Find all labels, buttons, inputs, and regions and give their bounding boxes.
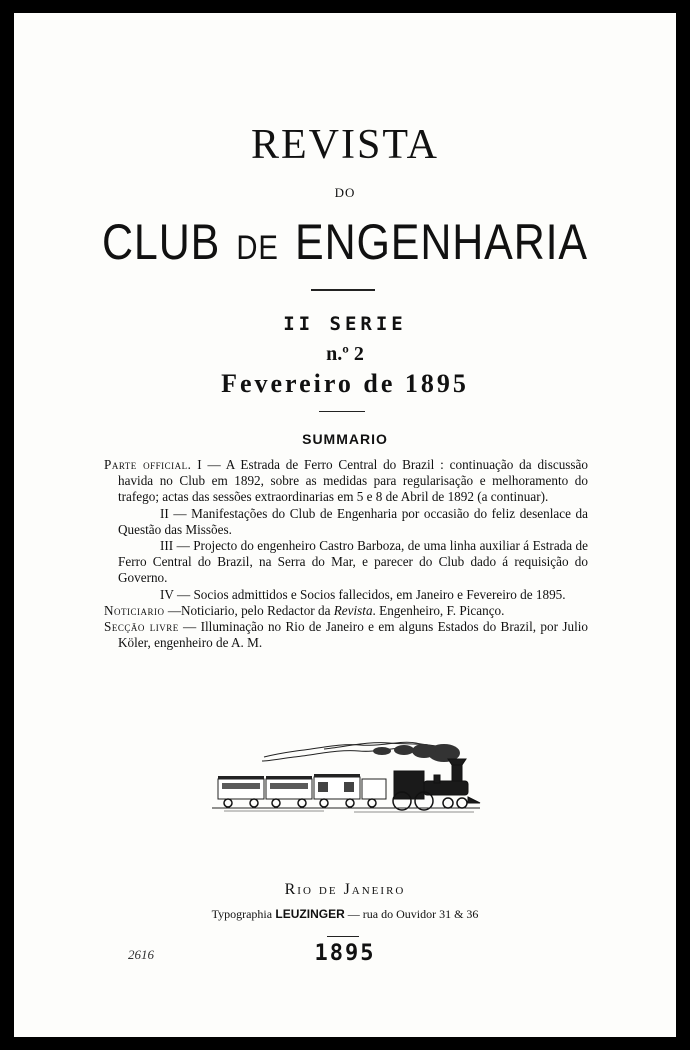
summary-item-text: III — Projecto do engenheiro Castro Barboza, de uma linha auxiliar á Estrada de Ferro Central do Brazil, na Serra do Mar, e parecer do Club dado á requisição do Governo. <box>118 538 588 586</box>
document-page <box>14 13 676 1037</box>
divider-rule <box>327 936 359 937</box>
serie-label: II SERIE <box>283 313 407 335</box>
title-de: DE <box>236 229 279 267</box>
summary-item-text: — Illuminação no Rio de Janeiro e em alguns Estados do Brazil, por Julio Köler, engenheiro de A. M. <box>118 619 588 651</box>
summary-section-label: Noticiario <box>104 602 165 618</box>
summary-item <box>104 619 588 651</box>
summary-item-text: . Engenheiro, F. Picanço. <box>372 602 505 618</box>
title-engenharia: ENGENHARIA <box>295 214 588 270</box>
publisher-label: Typographia <box>211 907 273 921</box>
summary-item-text: IV — Socios admittidos e Socios fallecidos, em Janeiro e Fevereiro de 1895. <box>160 586 566 602</box>
publisher-address: — rua do Ouvidor 31 & 36 <box>344 907 479 921</box>
divider-rule <box>319 411 365 412</box>
issue-date: Fevereiro de 1895 <box>221 369 469 398</box>
summary-item-text: II — Manifestações do Club de Engenharia por occasião do feliz desenlace da Questão das Missões. <box>118 505 588 537</box>
imprint-city: Rio de Janeiro <box>284 881 406 898</box>
title-club: CLUB <box>102 214 221 270</box>
divider-rule <box>311 289 375 291</box>
summary-item <box>104 538 588 587</box>
summary-heading: SUMMARIO <box>302 431 388 447</box>
summary-item-text: —Noticiario, pelo Redactor da <box>164 602 334 618</box>
title-club-de-engenharia <box>60 213 629 271</box>
summary-item <box>104 587 588 603</box>
summary-section-label: Secção livre <box>104 619 179 635</box>
imprint-year: 1895 <box>314 941 376 966</box>
summary-list <box>104 457 588 651</box>
title-revista: REVISTA <box>251 122 439 168</box>
catalog-stamp: 2616 <box>128 947 154 962</box>
summary-item <box>104 603 588 619</box>
summary-section-label: Parte official. <box>104 457 192 472</box>
summary-item-text: I — A Estrada de Ferro Central do Brazil : continuação da discussão havida no Club em 1892, sobre as medidas para regularisação e melhoramento do trafego; actas das sessões extraordinarias em 5 e 8 de Abril de 1892 (a continuar). <box>118 457 588 505</box>
summary-item <box>104 457 588 506</box>
issue-number: n.º 2 <box>326 343 364 365</box>
summary-item <box>104 506 588 538</box>
summary-item-italic: Revista <box>333 602 373 618</box>
imprint-publisher <box>14 907 676 922</box>
publisher-name: LEUZINGER <box>275 907 345 921</box>
title-do: DO <box>334 185 356 200</box>
locomotive-illustration <box>204 731 486 815</box>
